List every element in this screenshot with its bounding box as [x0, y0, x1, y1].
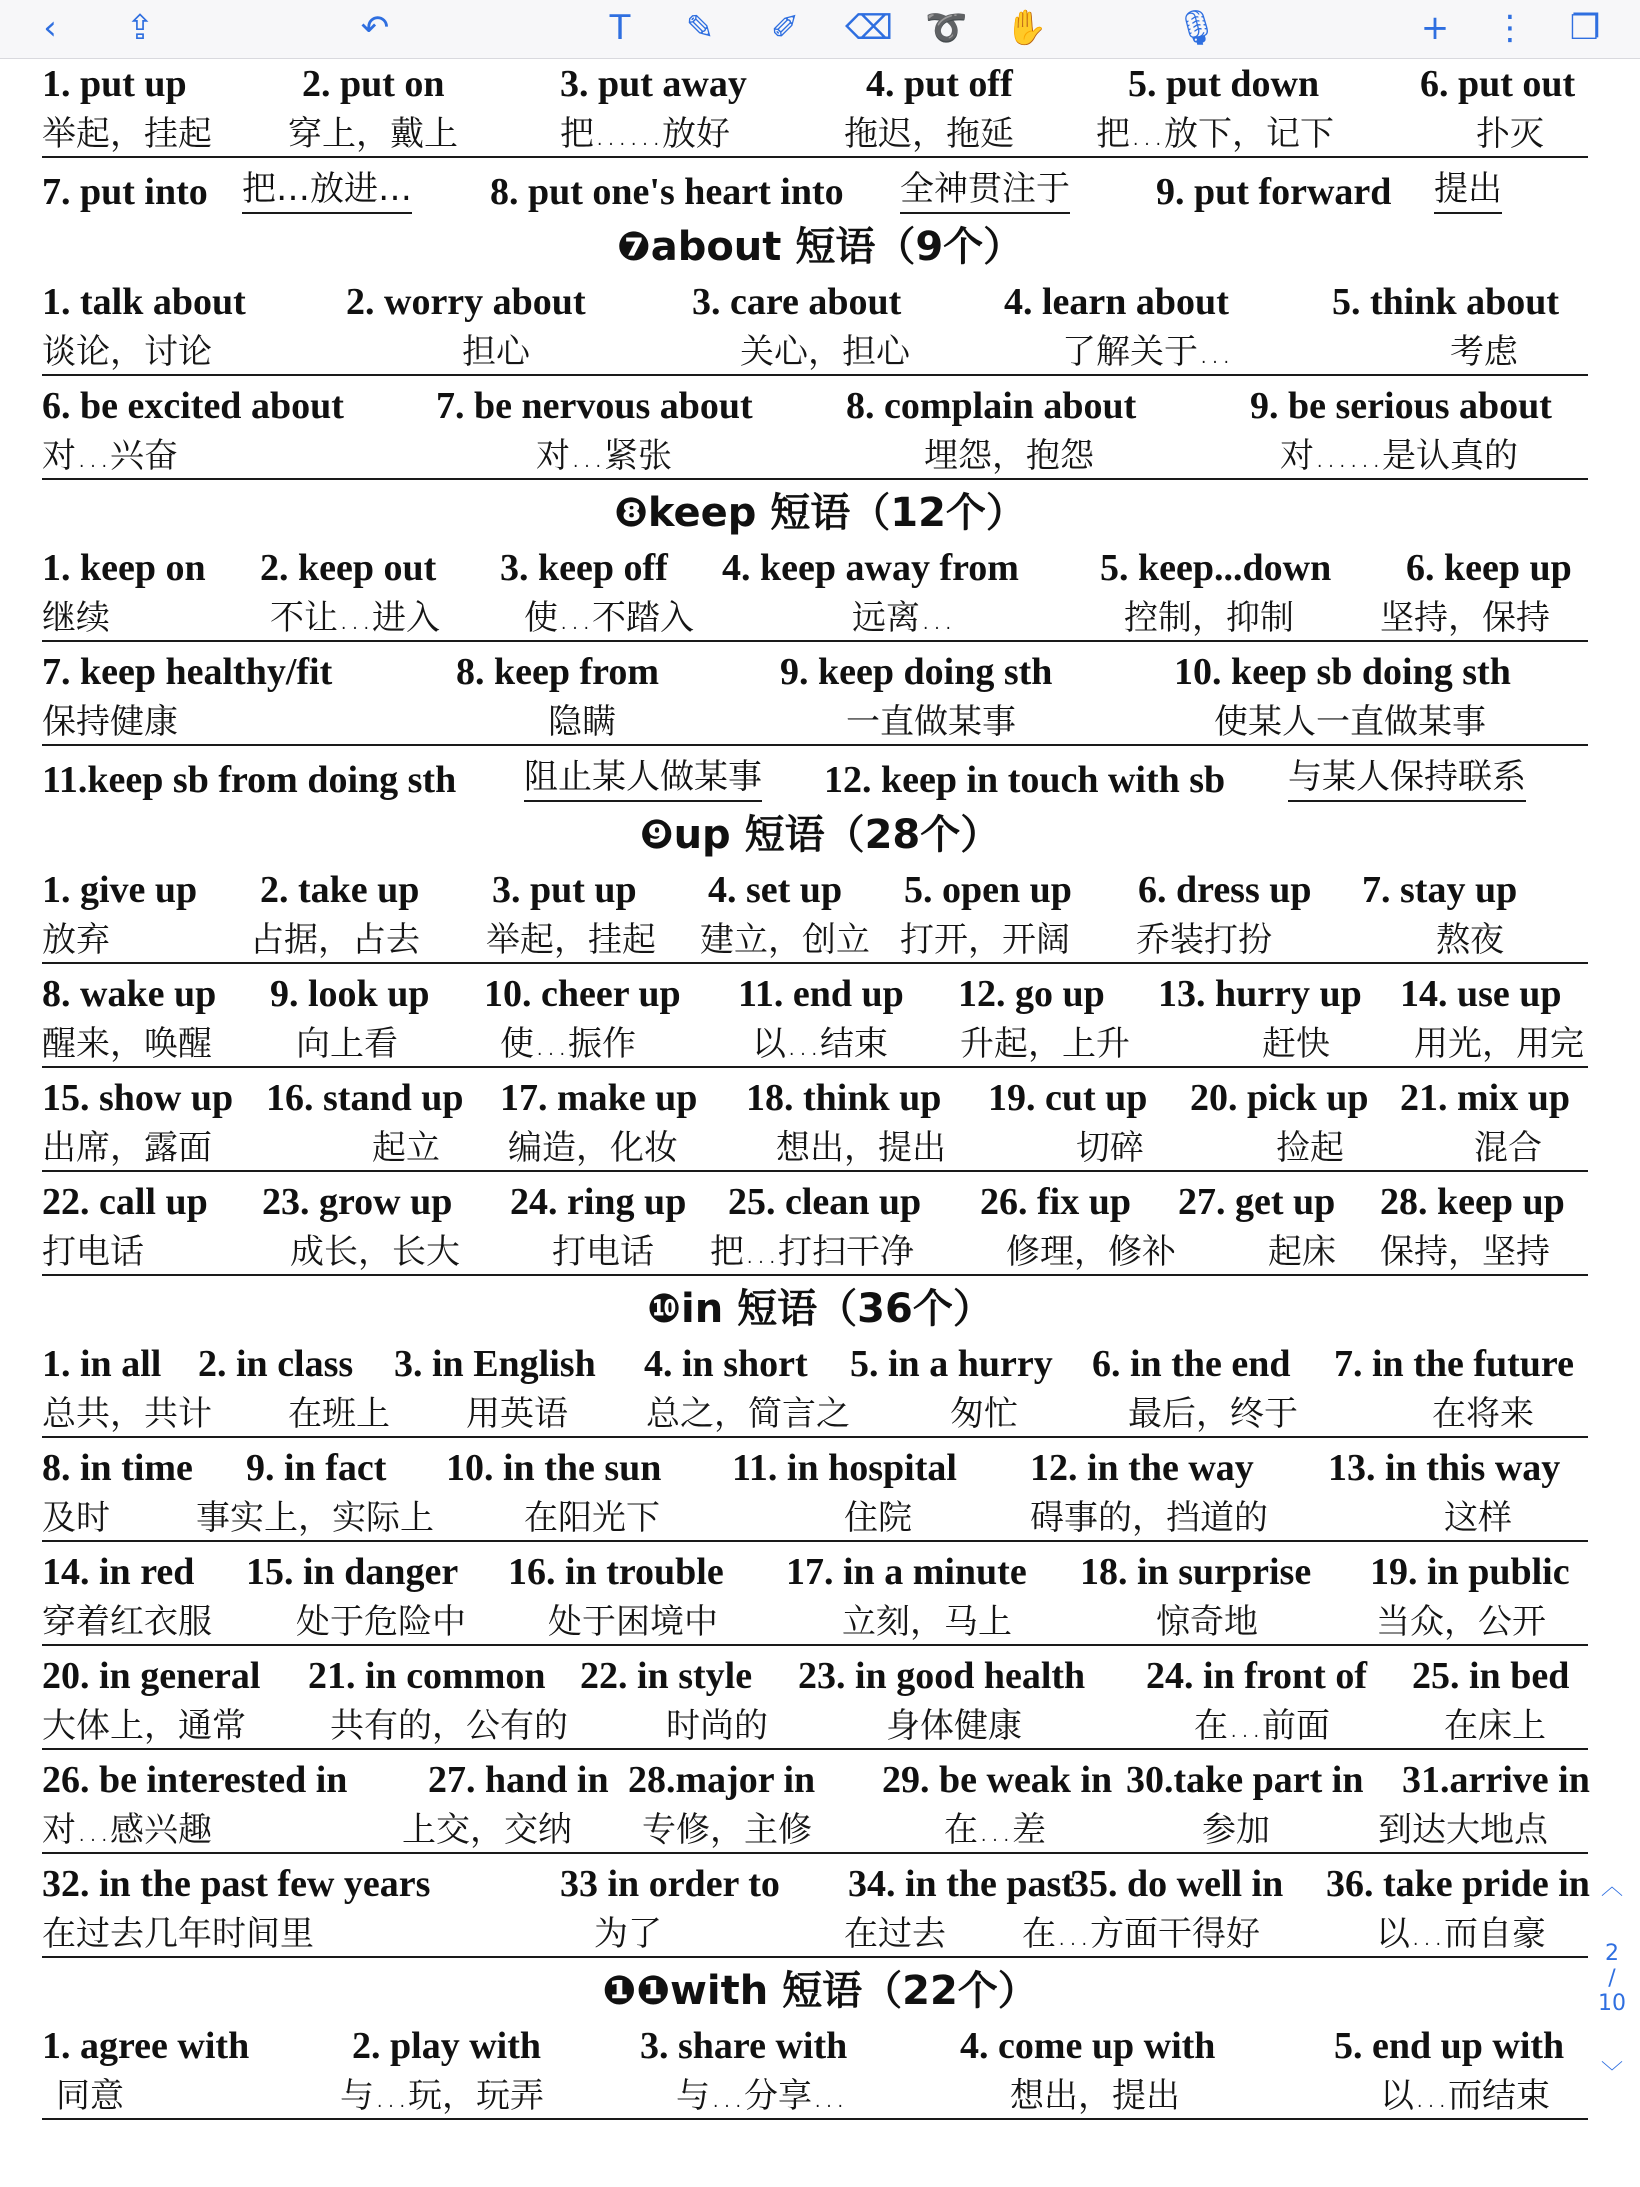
translation: 打电话 — [42, 1232, 144, 1272]
translation: 为了 — [594, 1914, 662, 1954]
translation: 最后，终于 — [1128, 1394, 1298, 1434]
translation: 上交，交纳 — [402, 1810, 572, 1850]
section-heading-in: ❿in 短语（36个） — [647, 1286, 993, 1332]
phrase: 7. stay up — [1362, 869, 1518, 911]
translation: 隐瞒 — [548, 702, 616, 742]
translation: 与…分享… — [676, 2076, 846, 2116]
phrase: 24. in front of — [1146, 1655, 1367, 1697]
translation: 占据，占去 — [250, 920, 420, 960]
translation: 当众，公开 — [1376, 1602, 1546, 1642]
phrase: 2. put on — [302, 63, 445, 105]
translation: 穿上，戴上 — [288, 114, 458, 154]
phrase: 2. keep out — [260, 547, 437, 589]
phrase: 1. keep on — [42, 547, 206, 589]
translation: 向上看 — [296, 1024, 398, 1064]
translation-row — [0, 916, 1640, 968]
add-icon[interactable]: + — [1420, 8, 1450, 48]
annotation-toolbar — [0, 0, 1640, 59]
phrase: 16. stand up — [266, 1077, 464, 1119]
phrase: 1. put up — [42, 63, 187, 105]
phrase: 12. go up — [958, 973, 1105, 1015]
translation: 碍事的，挡道的 — [1030, 1498, 1268, 1538]
translation: 专修，主修 — [642, 1810, 812, 1850]
underline — [42, 1066, 1588, 1068]
phrase: 4. in short — [644, 1343, 808, 1385]
phrase-row — [0, 1176, 1640, 1228]
total-pages: 10 — [1598, 1991, 1626, 2016]
phrase: 14. in red — [42, 1551, 195, 1593]
translation: 阻止某人做某事 — [524, 754, 762, 802]
share-icon[interactable]: ⇪ — [125, 8, 155, 48]
translation: 乔装打扮 — [1136, 920, 1272, 960]
phrase: 32. in the past few years — [42, 1863, 431, 1905]
phrase: 8. put one's heart into — [490, 171, 844, 213]
translation: 在将来 — [1432, 1394, 1534, 1434]
phrase-row — [0, 968, 1640, 1020]
translation: 在…前面 — [1194, 1706, 1330, 1746]
translation: 举起，挂起 — [486, 920, 656, 960]
translation: 立刻，马上 — [842, 1602, 1012, 1642]
phrase: 3. put away — [560, 63, 747, 105]
copy-pages-icon[interactable]: ❐ — [1569, 8, 1601, 48]
translation-row — [0, 1806, 1640, 1858]
translation-row — [0, 1020, 1640, 1072]
translation: 全神贯注于 — [900, 166, 1070, 214]
phrase: 21. mix up — [1400, 1077, 1570, 1119]
hand-icon[interactable]: ✋ — [1005, 8, 1048, 48]
phrase: 35. do well in — [1070, 1863, 1284, 1905]
underline — [42, 744, 1588, 746]
translation: 起床 — [1268, 1232, 1336, 1272]
translation: 混合 — [1474, 1128, 1542, 1168]
phrase: 29. be weak in — [882, 1759, 1113, 1801]
translation-row — [0, 1390, 1640, 1442]
translation: 使…不踏入 — [524, 598, 694, 638]
phrase: 3. share with — [640, 2025, 848, 2067]
translation: 事实上，实际上 — [196, 1498, 434, 1538]
translation: 以…而结束 — [1380, 2076, 1550, 2116]
phrase: 21. in common — [308, 1655, 546, 1697]
phrase: 5. in a hurry — [850, 1343, 1053, 1385]
translation: 一直做某事 — [846, 702, 1016, 742]
phrase: 9. look up — [270, 973, 430, 1015]
phrase: 9. keep doing sth — [780, 651, 1053, 693]
phrase: 19. cut up — [988, 1077, 1148, 1119]
underline — [42, 1644, 1588, 1646]
phrase-row — [0, 1442, 1640, 1494]
phrase: 13. hurry up — [1158, 973, 1362, 1015]
translation-row — [0, 328, 1640, 380]
translation: 赶快 — [1262, 1024, 1330, 1064]
translation: 身体健康 — [886, 1706, 1022, 1746]
translation: 住院 — [844, 1498, 912, 1538]
translation: 处于困境中 — [548, 1602, 718, 1642]
phrase: 1. give up — [42, 869, 198, 911]
translation-row — [0, 698, 1640, 750]
phrase: 18. think up — [746, 1077, 942, 1119]
phrase: 34. in the past — [848, 1863, 1074, 1905]
phrase: 27. get up — [1178, 1181, 1336, 1223]
phrase: 36. take pride in — [1326, 1863, 1590, 1905]
phrase: 1. talk about — [42, 281, 246, 323]
phrase: 11. end up — [738, 973, 904, 1015]
translation: 提出 — [1434, 166, 1502, 214]
translation: 总共，共计 — [42, 1394, 212, 1434]
phrase: 14. use up — [1400, 973, 1562, 1015]
translation: 醒来，唤醒 — [42, 1024, 212, 1064]
underline — [42, 1436, 1588, 1438]
underline — [42, 1852, 1588, 1854]
translation: 把…打扫干净 — [710, 1232, 914, 1272]
translation: 埋怨，抱怨 — [924, 436, 1094, 476]
phrase: 4. set up — [708, 869, 843, 911]
phrase: 22. in style — [580, 1655, 753, 1697]
translation: 在…方面干得好 — [1022, 1914, 1260, 1954]
phrase: 16. in trouble — [508, 1551, 724, 1593]
translation: 保持，坚持 — [1380, 1232, 1550, 1272]
phrase: 20. pick up — [1190, 1077, 1369, 1119]
current-page: 2 — [1605, 1941, 1619, 1966]
translation: 控制，抑制 — [1124, 598, 1294, 638]
translation: 对……是认真的 — [1280, 436, 1518, 476]
translation: 捡起 — [1276, 1128, 1344, 1168]
translation: 修理，修补 — [1006, 1232, 1176, 1272]
phrase: 12. keep in touch with sb — [824, 759, 1226, 801]
translation-row — [0, 1228, 1640, 1280]
translation: 用光，用完 — [1414, 1024, 1584, 1064]
translation: 及时 — [42, 1498, 110, 1538]
phrase: 2. in class — [198, 1343, 354, 1385]
phrase: 4. come up with — [960, 2025, 1216, 2067]
phrase-row — [0, 1858, 1640, 1910]
section-heading-about: ❼about 短语（9个） — [616, 224, 1024, 270]
translation-row — [0, 1494, 1640, 1546]
translation-row — [0, 1702, 1640, 1754]
pen-icon[interactable]: ✎ — [685, 8, 715, 48]
phrase: 7. be nervous about — [436, 385, 753, 427]
underline — [42, 156, 1588, 158]
translation: 对…紧张 — [536, 436, 672, 476]
page-indicator[interactable] — [1592, 1870, 1632, 2110]
translation: 打电话 — [552, 1232, 654, 1272]
translation: 把…放下，记下 — [1096, 114, 1334, 154]
phrase: 3. in English — [394, 1343, 596, 1385]
phrase: 19. in public — [1370, 1551, 1570, 1593]
translation: 这样 — [1444, 1498, 1512, 1538]
translation: 在阳光下 — [524, 1498, 660, 1538]
translation: 打开，开阔 — [900, 920, 1070, 960]
phrase-row — [0, 864, 1640, 916]
translation: 不让…进入 — [270, 598, 440, 638]
translation: 扑灭 — [1476, 114, 1544, 154]
lasso-icon[interactable]: ➰ — [925, 8, 968, 48]
text-tool-icon[interactable]: T — [609, 8, 631, 48]
phrase: 4. put off — [866, 63, 1013, 105]
phrase: 10. in the sun — [446, 1447, 662, 1489]
underline — [42, 1748, 1588, 1750]
translation: 成长，长大 — [290, 1232, 460, 1272]
phrase: 2. worry about — [346, 281, 586, 323]
translation: 在过去 — [844, 1914, 946, 1954]
translation: 想出，提出 — [776, 1128, 946, 1168]
translation: 与某人保持联系 — [1288, 754, 1526, 802]
translation: 远离… — [852, 598, 954, 638]
phrase: 28.major in — [628, 1759, 816, 1801]
phrase: 11.keep sb from doing sth — [42, 759, 457, 801]
translation: 考虑 — [1450, 332, 1518, 372]
phrase: 5. open up — [904, 869, 1072, 911]
translation-row — [0, 1598, 1640, 1650]
more-icon[interactable]: ⋮ — [1493, 8, 1527, 48]
phrase: 25. clean up — [728, 1181, 922, 1223]
translation: 到达大地点 — [1378, 1810, 1548, 1850]
phrase: 23. grow up — [262, 1181, 453, 1223]
translation: 把…放进… — [242, 166, 412, 214]
section-heading-up: ❾up 短语（28个） — [639, 812, 1001, 858]
translation: 穿着红衣服 — [42, 1602, 212, 1642]
phrase: 3. put up — [492, 869, 637, 911]
underline — [42, 640, 1588, 642]
phrase: 8. wake up — [42, 973, 217, 1015]
phrase: 20. in general — [42, 1655, 261, 1697]
translation-row — [0, 594, 1640, 646]
phrase-row — [0, 1546, 1640, 1598]
document-page — [0, 58, 1640, 2187]
underline — [42, 962, 1588, 964]
translation: 谈论，讨论 — [42, 332, 212, 372]
phrase: 7. put into — [42, 171, 208, 213]
phrase: 6. put out — [1420, 63, 1576, 105]
translation: 坚持，保持 — [1380, 598, 1550, 638]
phrase: 10. cheer up — [484, 973, 681, 1015]
phrase: 31.arrive in — [1402, 1759, 1590, 1801]
phrase: 27. hand in — [428, 1759, 609, 1801]
translation: 匆忙 — [950, 1394, 1018, 1434]
section-heading-with: ❶❶with 短语（22个） — [602, 1968, 1038, 2014]
phrase: 7. keep healthy/fit — [42, 651, 333, 693]
phrase: 9. in fact — [246, 1447, 387, 1489]
phrase: 3. keep off — [500, 547, 668, 589]
phrase-row — [0, 1338, 1640, 1390]
translation: 处于危险中 — [296, 1602, 466, 1642]
translation-row — [0, 110, 1640, 162]
translation: 使某人一直做某事 — [1214, 702, 1486, 742]
phrase: 5. end up with — [1334, 2025, 1565, 2067]
phrase: 18. in surprise — [1080, 1551, 1312, 1593]
translation: 时尚的 — [666, 1706, 768, 1746]
translation: 想出，提出 — [1010, 2076, 1180, 2116]
phrase-row — [0, 2020, 1640, 2072]
phrase-row — [0, 1650, 1640, 1702]
phrase: 7. in the future — [1334, 1343, 1574, 1385]
highlighter-icon[interactable]: ✐ — [770, 8, 800, 48]
translation: 了解关于… — [1062, 332, 1232, 372]
phrase: 6. keep up — [1406, 547, 1572, 589]
translation: 举起，挂起 — [42, 114, 212, 154]
phrase: 24. ring up — [510, 1181, 687, 1223]
translation: 切碎 — [1076, 1128, 1144, 1168]
translation-row — [0, 1124, 1640, 1176]
translation: 拖迟，拖延 — [844, 114, 1014, 154]
translation: 共有的，公有的 — [330, 1706, 568, 1746]
phrase-row — [0, 276, 1640, 328]
translation: 继续 — [42, 598, 110, 638]
translation-row — [0, 1910, 1640, 1962]
phrase: 6. be excited about — [42, 385, 344, 427]
phrase: 26. be interested in — [42, 1759, 348, 1801]
phrase: 15. in danger — [246, 1551, 459, 1593]
phrase: 2. take up — [260, 869, 420, 911]
underline — [42, 2118, 1588, 2120]
translation: 编造，化妆 — [508, 1128, 678, 1168]
phrase: 8. complain about — [846, 385, 1137, 427]
microphone-icon[interactable]: 🎙 — [1175, 8, 1219, 48]
translation: 参加 — [1202, 1810, 1270, 1850]
translation: 放弃 — [42, 920, 110, 960]
chevron-left-icon[interactable]: ‹ — [43, 8, 57, 48]
phrase: 6. in the end — [1092, 1343, 1291, 1385]
page-separator: / — [1608, 1966, 1616, 1991]
phrase: 8. in time — [42, 1447, 193, 1489]
phrase: 5. think about — [1332, 281, 1560, 323]
translation: 在过去几年时间里 — [42, 1914, 314, 1954]
translation: 担心 — [462, 332, 530, 372]
phrase: 22. call up — [42, 1181, 208, 1223]
phrase-row — [0, 380, 1640, 432]
phrase: 23. in good health — [798, 1655, 1086, 1697]
phrase: 33 in order to — [560, 1863, 780, 1905]
translation: 惊奇地 — [1156, 1602, 1258, 1642]
inline-phrase-row — [0, 754, 1640, 806]
phrase: 30.take part in — [1126, 1759, 1364, 1801]
phrase: 1. agree with — [42, 2025, 250, 2067]
translation: 起立 — [372, 1128, 440, 1168]
translation: 使…振作 — [500, 1024, 636, 1064]
translation: 对…兴奋 — [42, 436, 178, 476]
translation: 关心，担心 — [740, 332, 910, 372]
translation: 对…感兴趣 — [42, 1810, 212, 1850]
translation: 用英语 — [466, 1394, 568, 1434]
translation: 与…玩，玩弄 — [340, 2076, 544, 2116]
phrase: 28. keep up — [1380, 1181, 1565, 1223]
phrase: 17. in a minute — [786, 1551, 1027, 1593]
translation: 升起，上升 — [960, 1024, 1130, 1064]
phrase: 6. dress up — [1138, 869, 1312, 911]
chevron-down-icon[interactable]: ﹀ — [1600, 2061, 1623, 2086]
underline — [42, 1170, 1588, 1172]
translation: 以…结束 — [752, 1024, 888, 1064]
phrase-row — [0, 58, 1640, 110]
section-heading-keep: ❽keep 短语（12个） — [614, 490, 1026, 536]
translation: 熬夜 — [1436, 920, 1504, 960]
translation: 建立，创立 — [700, 920, 870, 960]
underline — [42, 1274, 1588, 1276]
translation: 把……放好 — [560, 114, 730, 154]
translation: 同意 — [56, 2076, 124, 2116]
phrase: 12. in the way — [1030, 1447, 1254, 1489]
phrase: 26. fix up — [980, 1181, 1131, 1223]
underline — [42, 1956, 1588, 1958]
phrase: 17. make up — [500, 1077, 698, 1119]
phrase-row — [0, 1754, 1640, 1806]
chevron-up-icon[interactable]: ︿ — [1600, 1875, 1623, 1900]
translation: 大体上，通常 — [42, 1706, 246, 1746]
translation: 在班上 — [288, 1394, 390, 1434]
phrase: 8. keep from — [456, 651, 659, 693]
phrase: 11. in hospital — [732, 1447, 957, 1489]
phrase: 13. in this way — [1328, 1447, 1561, 1489]
phrase: 4. keep away from — [722, 547, 1019, 589]
underline — [42, 478, 1588, 480]
phrase: 5. put down — [1128, 63, 1320, 105]
phrase: 5. keep...down — [1100, 547, 1332, 589]
phrase: 9. put forward — [1156, 171, 1392, 213]
translation: 总之，简言之 — [646, 1394, 850, 1434]
phrase: 3. care about — [692, 281, 902, 323]
phrase: 25. in bed — [1412, 1655, 1570, 1697]
phrase-row — [0, 646, 1640, 698]
eraser-icon[interactable]: ⌫ — [845, 8, 894, 48]
phrase-row — [0, 1072, 1640, 1124]
phrase: 9. be serious about — [1250, 385, 1552, 427]
underline — [42, 1540, 1588, 1542]
phrase: 4. learn about — [1004, 281, 1229, 323]
translation-row — [0, 2072, 1640, 2124]
inline-phrase-row — [0, 166, 1640, 218]
translation: 保持健康 — [42, 702, 178, 742]
undo-icon[interactable]: ↶ — [360, 8, 390, 48]
phrase-row — [0, 542, 1640, 594]
translation-row — [0, 432, 1640, 484]
underline — [42, 374, 1588, 376]
phrase: 10. keep sb doing sth — [1174, 651, 1511, 693]
phrase: 1. in all — [42, 1343, 162, 1385]
translation: 以…而自豪 — [1376, 1914, 1546, 1954]
translation: 出席，露面 — [42, 1128, 212, 1168]
phrase: 15. show up — [42, 1077, 234, 1119]
phrase: 2. play with — [352, 2025, 541, 2067]
translation: 在…差 — [944, 1810, 1046, 1850]
translation: 在床上 — [1444, 1706, 1546, 1746]
